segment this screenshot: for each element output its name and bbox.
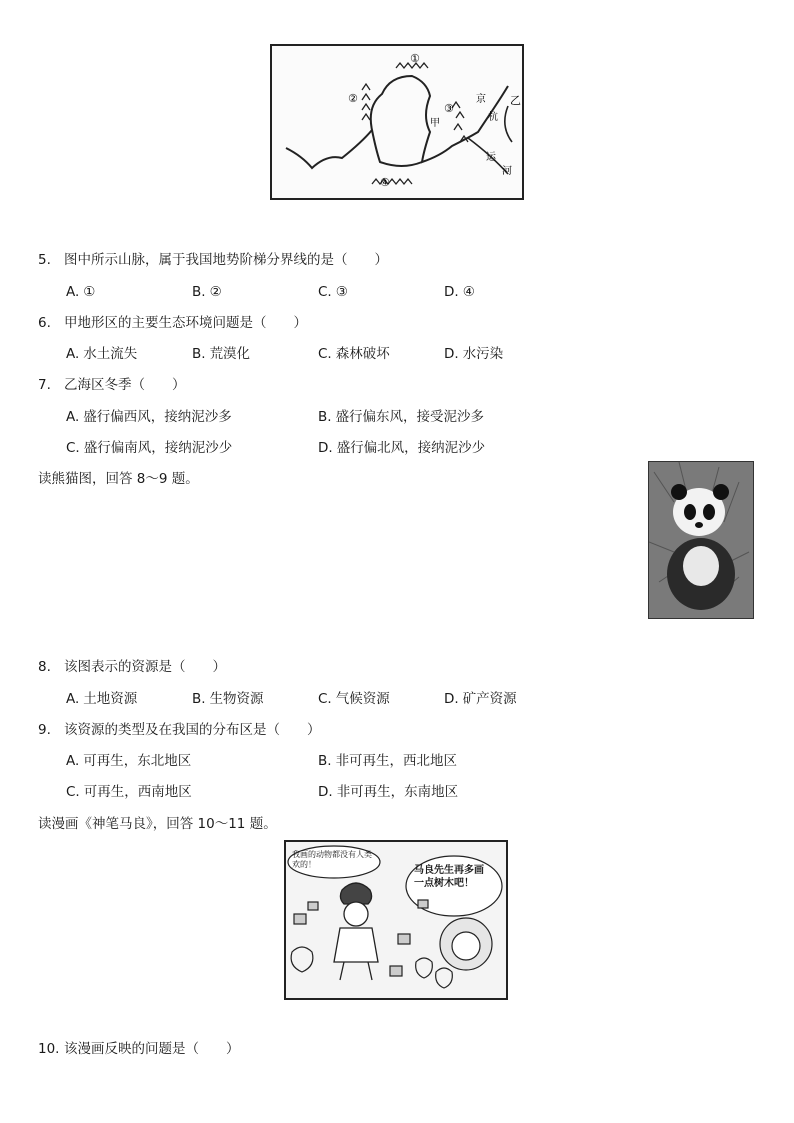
- river-line: [286, 76, 508, 168]
- comic-drawing: [286, 842, 506, 998]
- question-8-text: 该图表示的资源是（ ）: [64, 659, 226, 675]
- q7-option-c[interactable]: C. 盛行偏南风，接纳泥沙少: [66, 440, 233, 456]
- map-label-2: ②: [348, 92, 358, 105]
- panda-ear-right: [713, 484, 729, 500]
- panda-photo: [648, 461, 754, 619]
- question-9: 9. 该资源的类型及在我国的分布区是（ ）: [38, 722, 321, 738]
- comic-figure: [284, 840, 508, 1000]
- q5-option-b[interactable]: B. ②: [192, 284, 222, 300]
- map-label-hang: 杭: [488, 112, 498, 123]
- q6-option-c[interactable]: C. 森林破坏: [318, 346, 390, 362]
- q9-option-c[interactable]: C. 可再生，西南地区: [66, 784, 192, 800]
- map-label-yun: 运: [486, 152, 496, 163]
- q6-option-a[interactable]: A. 水土流失: [66, 346, 138, 362]
- mountain-3-icon: [452, 102, 468, 142]
- map-label-he: 河: [502, 166, 512, 177]
- q7-option-a[interactable]: A. 盛行偏西风，接纳泥沙多: [66, 409, 232, 425]
- intro-comic: 读漫画《神笔马良》，回答 10～11 题。: [38, 816, 277, 832]
- map-label-jia: 甲: [430, 118, 440, 129]
- question-6-text: 甲地形区的主要生态环境问题是（ ）: [64, 315, 307, 331]
- q8-option-c[interactable]: C. 气候资源: [318, 691, 390, 707]
- map-label-jing: 京: [476, 94, 486, 105]
- question-10: 10. 该漫画反映的问题是（ ）: [38, 1041, 240, 1057]
- q9-option-d[interactable]: D. 非可再生，东南地区: [318, 784, 459, 800]
- q7-option-d[interactable]: D. 盛行偏北风，接纳泥沙少: [318, 440, 486, 456]
- q8-option-d[interactable]: D. 矿产资源: [444, 691, 517, 707]
- q6-option-d[interactable]: D. 水污染: [444, 346, 504, 362]
- q8-option-b[interactable]: B. 生物资源: [192, 691, 264, 707]
- question-10-text: 该漫画反映的问题是（ ）: [64, 1041, 240, 1057]
- mountain-2-icon: [362, 84, 370, 120]
- question-9-text: 该资源的类型及在我国的分布区是（ ）: [64, 722, 321, 738]
- question-5-text: 图中所示山脉，属于我国地势阶梯分界线的是（ ）: [64, 252, 388, 268]
- q7-option-b[interactable]: B. 盛行偏东风，接受泥沙多: [318, 409, 485, 425]
- q5-option-c[interactable]: C. ③: [318, 284, 348, 300]
- question-5: 5. 图中所示山脉，属于我国地势阶梯分界线的是（ ）: [38, 252, 388, 268]
- panda-nose: [695, 522, 703, 528]
- q5-option-d[interactable]: D. ④: [444, 284, 475, 300]
- intro-panda: 读熊猫图，回答 8～9 题。: [38, 471, 199, 487]
- q9-option-a[interactable]: A. 可再生，东北地区: [66, 753, 192, 769]
- panda-chest: [683, 546, 719, 586]
- q8-option-a[interactable]: A. 土地资源: [66, 691, 138, 707]
- bubble-right-text: 马良先生再多画一点树木吧！: [414, 865, 484, 889]
- q9-option-b[interactable]: B. 非可再生，西北地区: [318, 753, 458, 769]
- question-7-text: 乙海区冬季（ ）: [64, 377, 186, 393]
- q6-option-b[interactable]: B. 荒漠化: [192, 346, 251, 362]
- map-label-4: ④: [380, 176, 390, 189]
- question-6: 6. 甲地形区的主要生态环境问题是（ ）: [38, 315, 307, 331]
- map-figure: [270, 44, 524, 200]
- mountain-4-icon: [372, 179, 412, 184]
- map-drawing: [272, 46, 522, 198]
- question-8: 8. 该图表示的资源是（ ）: [38, 659, 226, 675]
- panda-ear-left: [671, 484, 687, 500]
- panda-eye-right: [703, 504, 715, 520]
- panda-eye-left: [684, 504, 696, 520]
- q5-option-a[interactable]: A. ①: [66, 284, 96, 300]
- panda-drawing: [649, 462, 753, 618]
- bubble-left-text: 我画的动物都没有人类欢的！: [292, 850, 372, 869]
- map-label-3: ③: [444, 102, 454, 115]
- coast-line: [505, 106, 512, 142]
- question-7: 7. 乙海区冬季（ ）: [38, 377, 186, 393]
- mountain-icons: [362, 63, 468, 184]
- river-loop: [372, 130, 422, 166]
- map-label-1: ①: [410, 52, 420, 65]
- map-label-yi: 乙: [510, 94, 521, 107]
